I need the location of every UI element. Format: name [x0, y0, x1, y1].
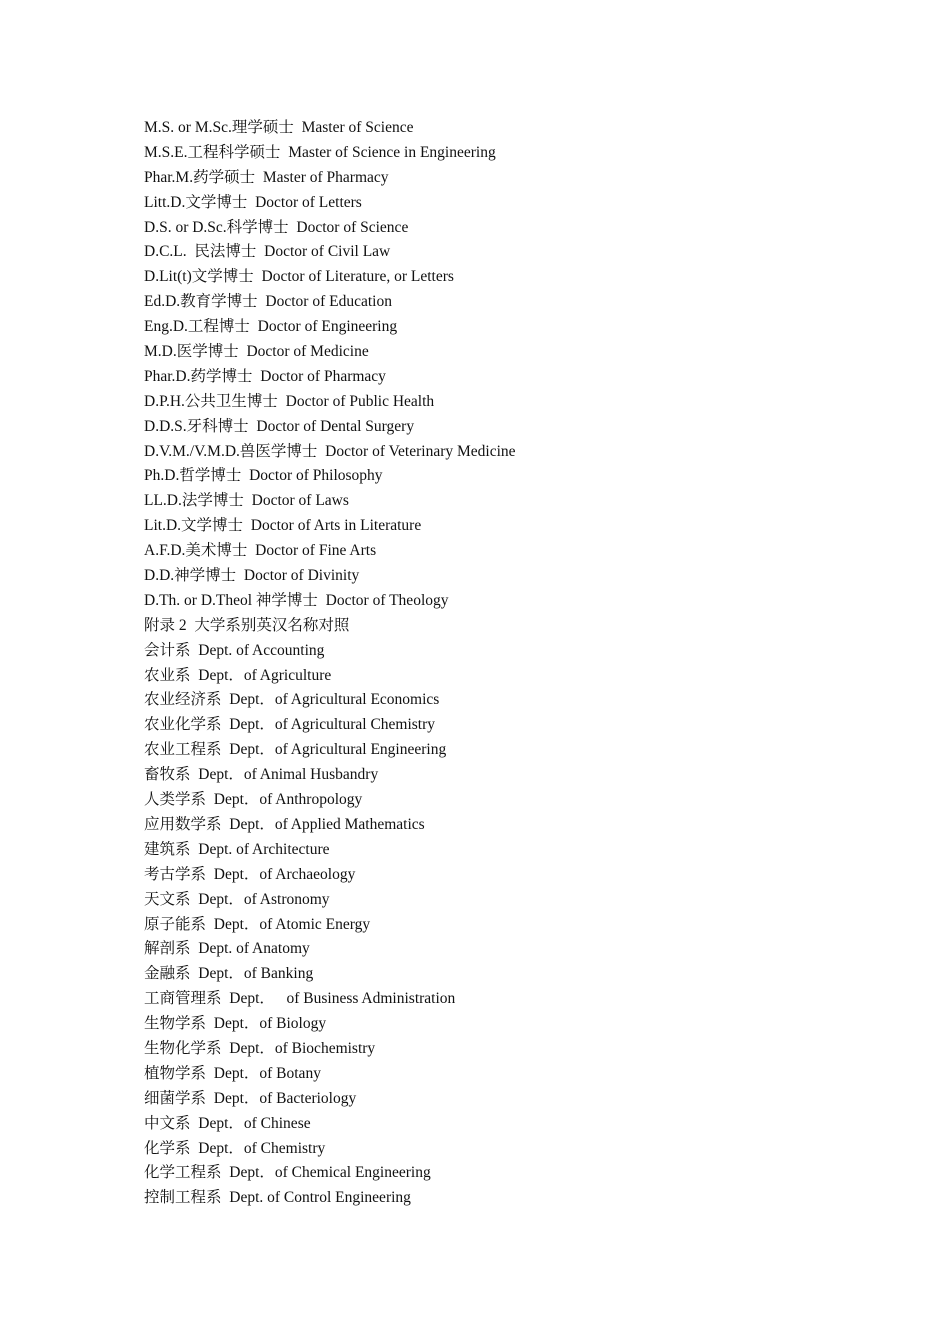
- text-line: Ph.D.哲学博士 Doctor of Philosophy: [144, 467, 383, 485]
- text-line: M.D.医学博士 Doctor of Medicine: [144, 343, 369, 361]
- glossary-list: [144, 116, 904, 1211]
- text-line: M.S. or M.Sc.理学硕士 Master of Science: [144, 119, 414, 136]
- text-line: 天文系 Dept．of Astronomy: [144, 890, 330, 908]
- text-line: D.S. or D.Sc.科学博士 Doctor of Science: [144, 218, 409, 236]
- text-line: D.P.H.公共卫生博士 Doctor of Public Health: [144, 392, 435, 410]
- text-line: 畜牧系 Dept．of Animal Husbandry: [144, 766, 379, 784]
- text-line: Phar.D.药学博士 Doctor of Pharmacy: [144, 367, 386, 385]
- text-line: 原子能系 Dept．of Atomic Energy: [144, 915, 371, 933]
- text-line: Eng.D.工程博士 Doctor of Engineering: [144, 318, 398, 336]
- text-line: 化学系 Dept．of Chemistry: [144, 1139, 326, 1157]
- text-line: 工商管理系 Dept． of Business Administration: [144, 990, 456, 1008]
- text-line: 应用数学系 Dept．of Applied Mathematics: [144, 815, 425, 833]
- text-line: M.S.E.工程科学硕士 Master of Science in Engineering: [144, 143, 496, 161]
- text-line: 控制工程系 Dept. of Control Engineering: [144, 1189, 411, 1207]
- text-line: D.V.M./V.M.D.兽医学博士 Doctor of Veterinary Medicine: [144, 442, 516, 460]
- text-line: 植物学系 Dept．of Botany: [144, 1064, 321, 1082]
- text-line: 生物学系 Dept．of Biology: [144, 1015, 327, 1033]
- text-line: 农业工程系 Dept．of Agricultural Engineering: [144, 741, 447, 759]
- text-line: 金融系 Dept．of Banking: [144, 965, 314, 983]
- text-line: 化学工程系 Dept．of Chemical Engineering: [144, 1164, 431, 1182]
- text-line: Litt.D.文学博士 Doctor of Letters: [144, 193, 362, 211]
- text-line: 农业系 Dept．of Agriculture: [144, 666, 332, 684]
- text-line: 解剖系 Dept. of Anatomy: [144, 940, 310, 958]
- text-line: 农业化学系 Dept．of Agricultural Chemistry: [144, 716, 436, 734]
- text-line: 农业经济系 Dept．of Agricultural Economics: [144, 691, 440, 709]
- text-line: A.F.D.美术博士 Doctor of Fine Arts: [144, 542, 377, 560]
- text-line: 会计系 Dept. of Accounting: [144, 641, 325, 659]
- text-line: Phar.M.药学硕士 Master of Pharmacy: [144, 168, 389, 186]
- text-line: 附录 2 大学系别英汉名称对照: [144, 616, 350, 634]
- text-line: D.Lit(t)文学博士 Doctor of Literature, or Letters: [144, 268, 454, 286]
- text-line: D.D.S.牙科博士 Doctor of Dental Surgery: [144, 417, 415, 435]
- text-line: 生物化学系 Dept．of Biochemistry: [144, 1039, 376, 1057]
- text-line: 建筑系 Dept. of Architecture: [144, 840, 330, 858]
- text-line: Lit.D.文学博士 Doctor of Arts in Literature: [144, 517, 422, 535]
- text-line: 人类学系 Dept．of Anthropology: [144, 791, 363, 809]
- text-line: D.C.L. 民法博士 Doctor of Civil Law: [144, 243, 391, 261]
- text-line: D.D.神学博士 Doctor of Divinity: [144, 567, 360, 585]
- text-line: LL.D.法学博士 Doctor of Laws: [144, 492, 349, 510]
- text-line: 中文系 Dept．of Chinese: [144, 1114, 311, 1132]
- text-line: 细菌学系 Dept．of Bacteriology: [144, 1089, 357, 1107]
- text-line: 考古学系 Dept．of Archaeology: [144, 865, 356, 883]
- text-line: D.Th. or D.Theol 神学博士 Doctor of Theology: [144, 591, 449, 609]
- text-line: Ed.D.教育学博士 Doctor of Education: [144, 293, 392, 311]
